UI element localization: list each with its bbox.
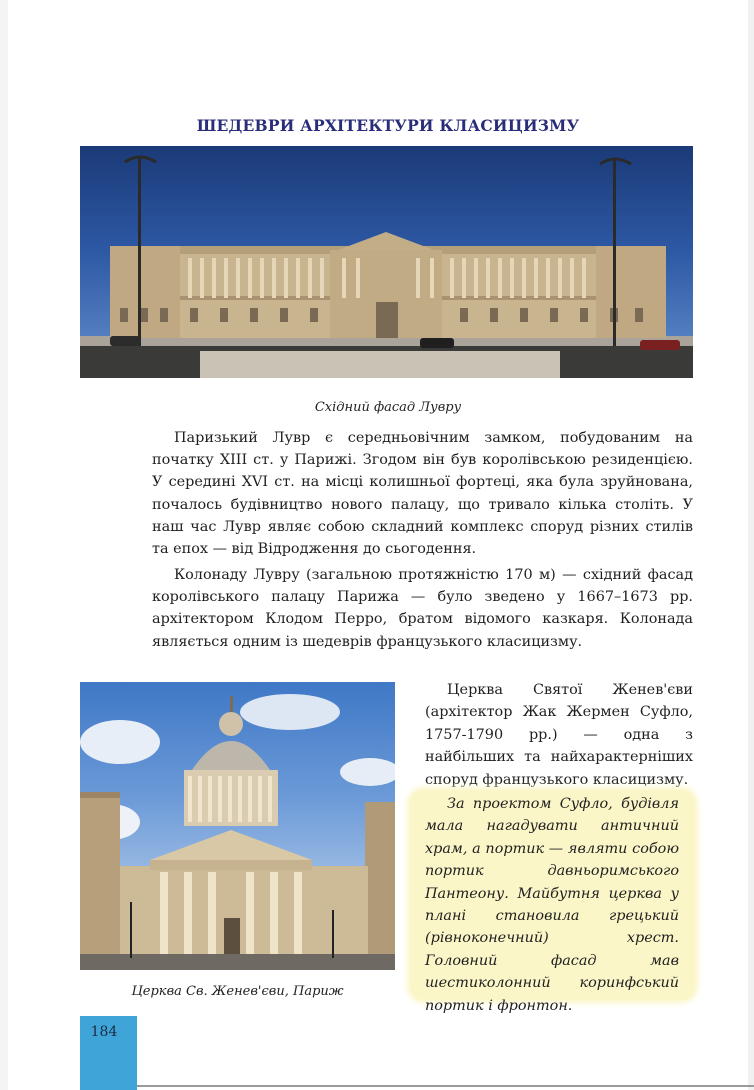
louvre-paragraph-1 xyxy=(152,427,693,560)
louvre-paragraph-2 xyxy=(152,564,693,653)
page-title: ШЕДЕВРИ АРХІТЕКТУРИ КЛАСИЦИЗМУ xyxy=(196,116,580,135)
page-edge-left xyxy=(0,0,8,1090)
paragraph-text: Церква Святої Женев'єви (архітектор Жак Жермен Суфло, 1757-1790 рр.) — одна з найбільших та найхарактерніших споруд французького класицизму. xyxy=(425,682,693,788)
page-edge-right xyxy=(748,0,754,1090)
paragraph-text: Колонаду Лувру (загальною протяжністю 170 м) — східний фасад королівського палацу Парижа — було зведено у 1667–1673 рр. архітектором Клодом Перро, братом відомого казкаря. Колонада являється одним із шедеврів французького класицизму. xyxy=(152,567,693,650)
paragraph-text: Паризький Лувр є середньовічним замком, побудованим на початку XIII ст. у Парижі. Згодом він був королівською резиденцією. У середині XVI ст. на місці колишньої фортеці, яка була зруйнована, почалось будівництво нового палацу, що тривало кілька століть. У наш час Лувр являє собою складний комплекс споруд різних стилів та епох — від Відродження до сьогодення. xyxy=(152,430,693,558)
louvre-east-facade-photo xyxy=(80,146,693,378)
note-text: За проектом Суфло, будівля мала нагадувати античний храм, а портик — являти собою портик давньоримського Пантеону. Майбутня церква у плані становила грецький (рівноконечний) хрест. Головний фасад мав шестиколонний коринфський портик і фронтон. xyxy=(425,796,679,1014)
louvre-photo-caption: Східний фасад Лувру xyxy=(314,400,462,415)
page-number: 184 xyxy=(90,1024,118,1040)
pantheon-photo xyxy=(80,682,395,970)
page-bottom-divider xyxy=(137,1085,754,1087)
pantheon-paragraph xyxy=(425,679,693,791)
pantheon-photo-caption: Церква Св. Женев'єви, Париж xyxy=(131,984,344,999)
highlight-note-text-block xyxy=(425,793,679,1017)
